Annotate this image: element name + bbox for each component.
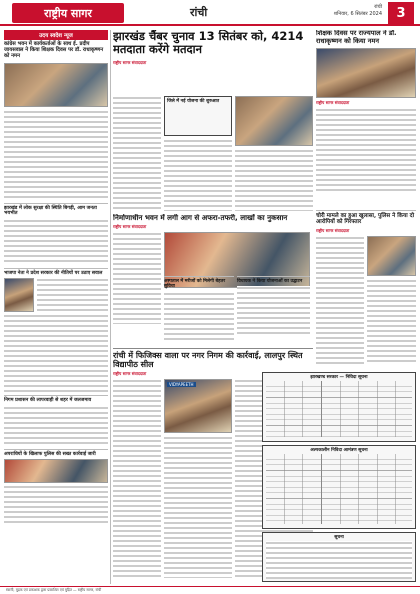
- story3-body-a: [37, 278, 108, 312]
- story2-headline: झारखंड में लोक सुरक्षा की स्थिति बिगड़ी, आम जनता भयभीत: [4, 203, 108, 217]
- lead-body-col3: [235, 149, 313, 211]
- ad1-table: [266, 381, 412, 437]
- bottom-body-col1: [113, 379, 161, 579]
- newspaper-logo: राष्ट्रीय सागर: [12, 3, 124, 23]
- right-mid-body-a: [316, 236, 364, 364]
- story5-body: [4, 485, 108, 525]
- ad1-title: झारखण्ड सरकार — निविदा सूचना: [310, 375, 368, 380]
- second-byline: राष्ट्रीय सागर संवाददाता: [113, 224, 147, 230]
- date-line-2: शनिवार, 6 सितंबर 2024: [333, 11, 382, 17]
- lead-photo: [235, 96, 313, 146]
- story5-photo: [4, 459, 108, 483]
- lead-story: [113, 30, 313, 96]
- bottom-byline: राष्ट्रीय सागर संवाददाता: [113, 371, 147, 377]
- right-mid-photo: [367, 236, 416, 276]
- mid-small-stories: [113, 276, 313, 346]
- right-mid-headline: चोरी मामले का हुआ खुलासा, पुलिस ने किया दो आरोपियों को गिरफ्तार: [316, 210, 416, 226]
- lead-body-col2: [164, 139, 232, 211]
- lead-byline: राष्ट्रीय सागर संवाददाता: [113, 60, 147, 66]
- section-kicker: उदय स्वदेश न्यूज: [4, 30, 108, 40]
- story5-headline: अपराधियों के खिलाफ पुलिस की सख्त कार्रवाई जारी: [4, 449, 108, 458]
- right-top-body: [316, 108, 416, 194]
- edition-city: रांची: [190, 6, 208, 19]
- lead-body-col1: [113, 96, 161, 212]
- story1-body: [4, 110, 108, 200]
- ad-block-1: [262, 372, 416, 442]
- story3-photo: [4, 278, 34, 312]
- right-ads: [262, 372, 416, 584]
- right-top-story: [316, 30, 416, 206]
- box2-body: [237, 286, 310, 336]
- story1-headline: कांग्रेस भवन में कार्यकर्ताओं के साथ ई. प्रदीप जायसवाल ने किया शिक्षक दिवस पर डॉ. राधाकृष्णन को नमन: [4, 41, 104, 59]
- story1-photo: [4, 63, 108, 107]
- right-mid-byline: राष्ट्रीय सागर संवाददाता: [316, 227, 350, 233]
- box2-headline: विधायक ने किया योजनाओं का उद्घाटन: [237, 276, 310, 284]
- bottom-photo: [164, 379, 232, 433]
- ad2-table: [266, 454, 412, 524]
- bottom-headline: रांची में फिजिक्स वाला पर नगर निगम की कार्रवाई, लालपुर स्थित विद्यापीठ सील: [113, 348, 313, 369]
- left-column: [4, 30, 108, 584]
- bottom-photo-caption: VIDYAPEETH: [169, 382, 194, 388]
- column-rule: [110, 30, 111, 584]
- lead-box-headline: जिले में नई योजना की शुरुआत: [167, 99, 220, 104]
- right-top-photo: [316, 48, 416, 98]
- right-mid-story: [316, 210, 416, 370]
- right-mid-body-b: [367, 279, 416, 363]
- box1-headline: अस्पताल में मरीजों को मिलेगी बेहतर सुविधा: [164, 276, 234, 290]
- lead-headline: झारखंड चैंबर चुनाव 13 सितंबर को, 4214 मतदाता करेंगे मतदान: [113, 30, 304, 57]
- ad2-title: अल्पकालीन निविदा आमंत्रण सूचना: [310, 448, 368, 453]
- right-top-byline: राष्ट्रीय सागर संवाददाता: [316, 100, 350, 106]
- story2-body: [4, 219, 108, 265]
- lead-body: [113, 96, 313, 212]
- ad-block-3: [262, 532, 416, 582]
- page-number: 3: [388, 2, 414, 24]
- ad-block-2: [262, 445, 416, 529]
- bottom-body-col2: [164, 436, 232, 578]
- box1-body: [164, 292, 234, 342]
- masthead: [0, 0, 420, 26]
- edition-date: [330, 4, 382, 18]
- story4-body: [4, 406, 108, 446]
- story3-body: [4, 314, 108, 392]
- ad3-body: [266, 541, 412, 579]
- date-line-1: रांची: [374, 4, 382, 10]
- page-footer: स्वामी, मुद्रक एवं प्रकाशक द्वारा प्रकाशित एवं मुद्रित — राष्ट्रीय सागर, रांची: [0, 586, 420, 594]
- story4-headline: निगम प्रशासन की लापरवाही से शहर में जलजमाव: [4, 395, 108, 404]
- ad3-title: सूचना: [334, 535, 344, 540]
- story3-headline: भाजपा नेता ने प्रदेश सरकार की नीतियों पर उठाए सवाल: [4, 268, 108, 277]
- second-headline: निर्माणाधीन भवन में लगी आग से अफरा-तफरी, लाखों का नुकसान: [113, 214, 288, 222]
- lead-box: [164, 96, 232, 136]
- right-top-headline: शिक्षक दिवस पर राज्यपाल ने डॉ. राधाकृष्णन को किया नमन: [316, 30, 397, 45]
